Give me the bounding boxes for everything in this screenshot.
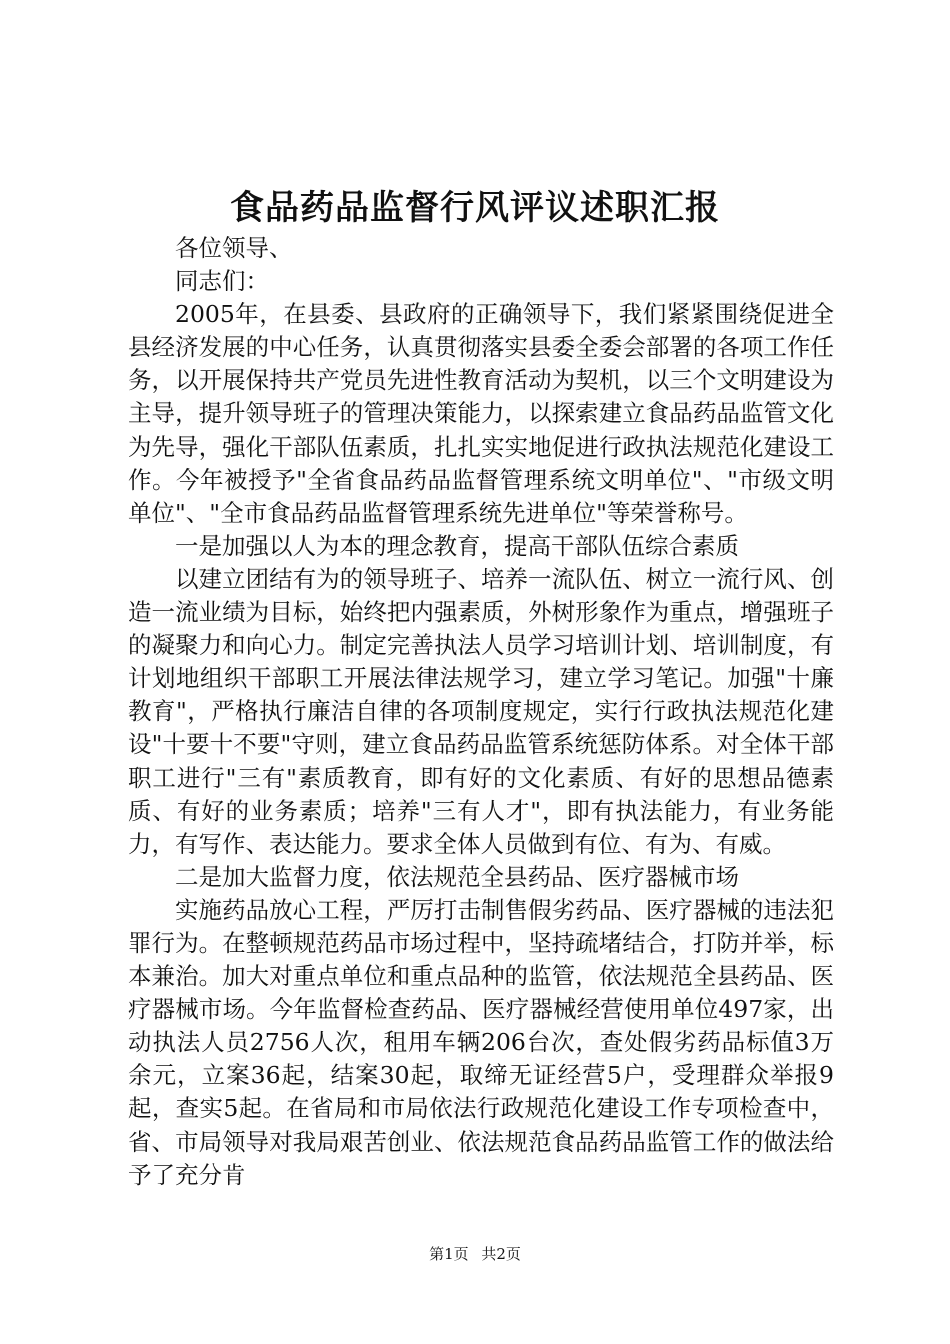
salutation-line-1: 各位领导、 bbox=[175, 234, 293, 262]
section-heading-2: 二是加大监督力度，依法规范全县药品、医疗器械市场 bbox=[175, 862, 739, 891]
document-title: 食品药品监督行风评议述职汇报 bbox=[230, 188, 720, 228]
section-paragraph-2: 实施药品放心工程，严厉打击制售假劣药品、医疗器械的违法犯罪行为。在整顿规范药品市场过程中，坚持疏堵结合，打防并举，标本兼治。加大对重点单位和重点品种的监管，依法规范全县药品、医疗器械市场。今年监督检查药品、医疗器械经营使用单位497家，出动执法人员2756人次，租用车辆206台次，查处假劣药品标值3万余元，立案36起，结案30起，取缔无证经营5户，受理群众举报9起，查实5起。在省局和市局依法行政规范化建设工作专项检查中，省、市局领导对我局艰苦创业、依法规范食品药品监管工作的做法给予了充分肯 bbox=[128, 895, 834, 1189]
intro-paragraph: 2005年，在县委、县政府的正确领导下，我们紧紧围绕促进全县经济发展的中心任务，认真贯彻落实县委全委会部署的各项工作任务，以开展保持共产党员先进性教育活动为契机，以三个文明建设为主导，提升领导班子的管理决策能力，以探索建立食品药品监管文化为先导，强化干部队伍素质，扎扎实实地促进行政执法规范化建设工作。今年被授予"全省食品药品监督管理系统文明单位"、"市级文明单位"、"全市食品药品监督管理系统先进单位"等荣誉称号。 bbox=[128, 300, 834, 527]
salutation-line-2: 同志们： bbox=[175, 267, 269, 296]
section-paragraph-1: 以建立团结有为的领导班子、培养一流队伍、树立一流行风、创造一流业绩为目标，始终把内强素质，外树形象作为重点，增强班子的凝聚力和向心力。制定完善执法人员学习培训计划、培训制度，有计划地组织干部职工开展法律法规学习，建立学习笔记。加强"十廉教育"，严格执行廉洁自律的各项制度规定，实行行政执法规范化建设"十要十不要"守则，建立食品药品监管系统惩防体系。对全体干部职工进行"三有"素质教育，即有好的文化素质、有好的思想品德素质、有好的业务素质；培养"三有人才"，即有执法能力，有业务能力，有写作、表达能力。要求全体人员做到有位、有为、有威。 bbox=[128, 564, 834, 858]
page-footer bbox=[0, 1242, 950, 1266]
page-number: 第1页 bbox=[429, 1245, 469, 1263]
document-body bbox=[128, 232, 834, 1192]
page-total: 共2页 bbox=[481, 1245, 521, 1263]
section-heading-1: 一是加强以人为本的理念教育，提高干部队伍综合素质 bbox=[175, 531, 739, 560]
